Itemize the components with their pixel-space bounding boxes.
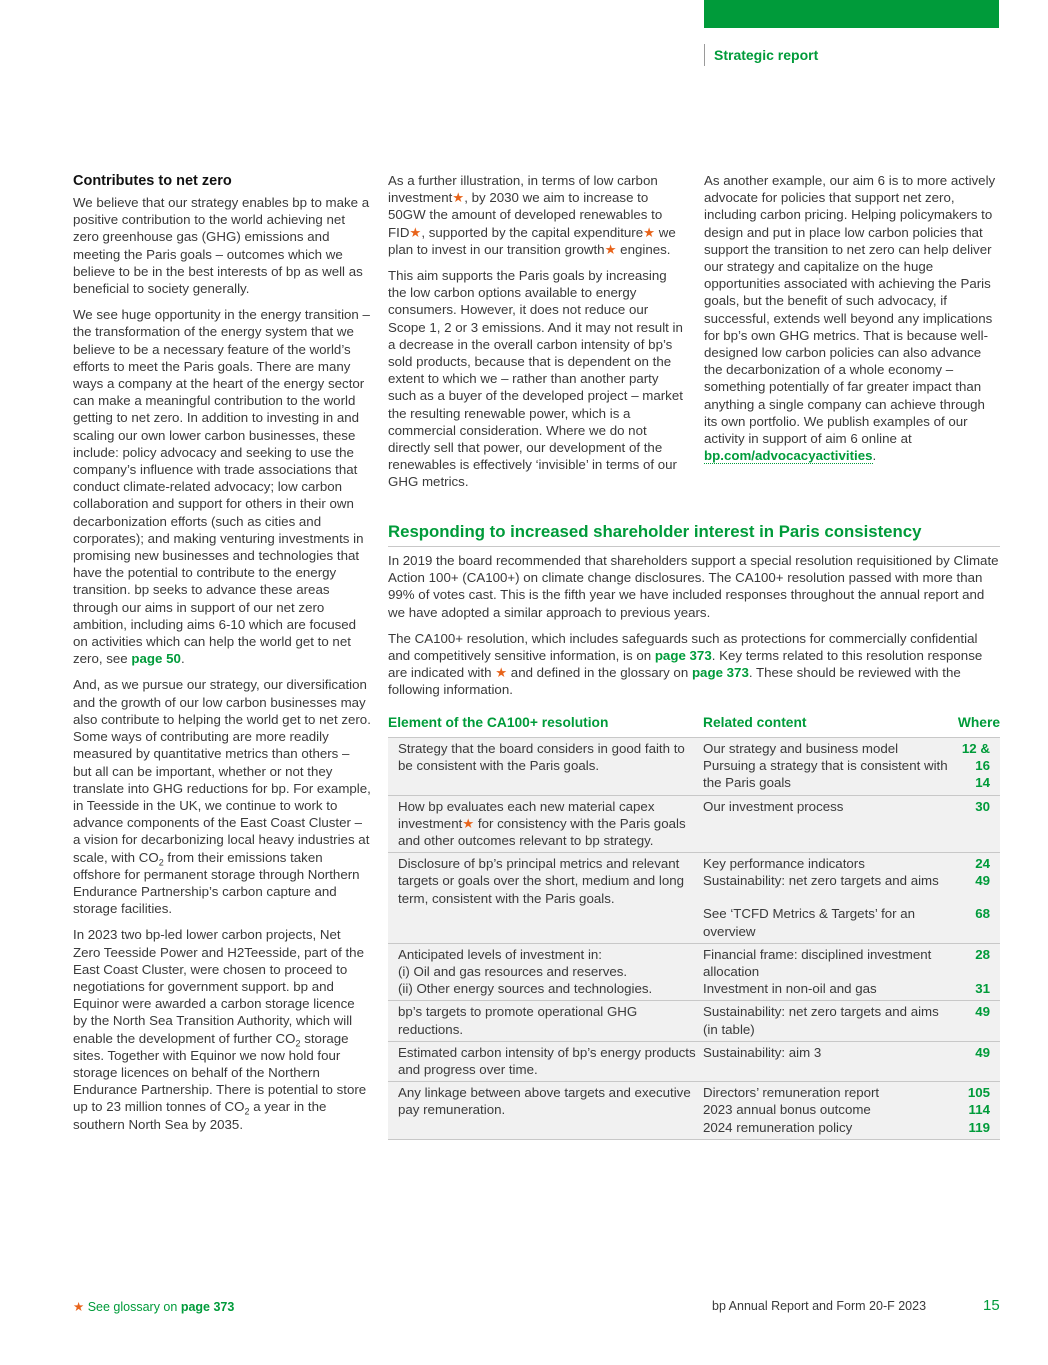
paragraph: In 2023 two bp-led lower carbon projects, Net Zero Teesside Power and H2Teesside, part of the East Coast Cluster, were chosen to proceed to negotiations for government support. bp and Equinor were awarded a carbon storage licence by the North Sea Transition Authority, which will enable the development of further $CO_2$ storage sites. Together with Equinor we now hold four storage licences on behalf of the Northern Endurance Partnership. There is potential to store up to 23 million tonnes of $CO_2$ a year in the southern North Sea by 2035. [73, 927, 367, 1132]
page-ref[interactable]: 24 [975, 856, 990, 872]
paragraph: This aim supports the Paris goals by increasing the low carbon options available to energy consumers. However, it does not reduce our Scope 1, 2 or 3 emissions. And it may not result in a decrease in the overall carbon intensity of bp’s sold products, because that is dependent on the extent to which we – rather than another party such as a buyer of the developed project – market the resulting renewable power, which is a commercial consideration. Where we do not directly sell that power, our development of the renewables is effectively ‘invisible’ in terms of our GHG metrics. [388, 268, 683, 490]
paragraph: As a further illustration, in terms of low carbon investment★, by 2030 we aim to increase to 50GW the amount of developed renewables to FID★, supported by the capital expenditure★ we plan to invest in our transition growth★ engines. [388, 173, 676, 257]
column-header: Element of the CA100+ resolution [388, 715, 609, 730]
where-cell [950, 1044, 1000, 1078]
page-link[interactable]: page 50 [131, 651, 181, 667]
page-ref[interactable]: 49 [975, 1004, 990, 1020]
page-link[interactable]: page 373 [691, 665, 749, 681]
where-cell [950, 855, 1000, 940]
glossary-star-icon: ★ [643, 224, 656, 240]
page-ref[interactable]: 49 [975, 1044, 990, 1060]
page-link[interactable]: page 373 [180, 1300, 235, 1314]
content-cell: Sustainability: net zero targets and aims (in table) [703, 1004, 939, 1037]
table-row [388, 1082, 1000, 1140]
page-link[interactable]: page 373 [654, 648, 712, 664]
ca100-table [388, 714, 1000, 1140]
column-3 [704, 172, 1000, 473]
page-ref[interactable]: 28 [975, 946, 990, 962]
glossary-star-icon: ★ [452, 190, 465, 206]
element-cell: Anticipated levels of investment in: (i) Oil and gas resources and reserves. (ii) Other energy sources and technologies. [398, 946, 653, 997]
table-header [388, 714, 1000, 738]
column-header: Where [957, 715, 1000, 730]
page-ref[interactable]: 12 & 16 [961, 741, 990, 774]
where-cell [950, 1084, 1000, 1136]
element-cell: Estimated carbon intensity of bp’s energy products and progress over time. [398, 1044, 696, 1078]
report-title: bp Annual Report and Form 20-F 2023 [712, 1299, 927, 1313]
page-ref[interactable]: 30 [975, 798, 990, 814]
content-cell: Financial frame: disciplined investment allocation Investment in non-oil and gas [703, 946, 932, 996]
glossary-star-icon: ★ [604, 241, 617, 257]
element-cell: How bp evaluates each new material capex investment★ for consistency with the Paris goals and other outcomes relevant to bp strategy. [398, 798, 686, 849]
where-cell [950, 740, 1000, 792]
where-cell [950, 946, 1000, 998]
where-cell [950, 798, 1000, 850]
glossary-star-icon: ★ [409, 224, 422, 240]
table-row [388, 944, 1000, 1002]
content-cell: Directors’ remuneration report 2023 annual bonus outcome 2024 remuneration policy [703, 1085, 880, 1135]
page-ref[interactable]: 68 [975, 906, 990, 922]
content-cell: Our investment process [703, 798, 844, 814]
page-ref[interactable]: 14 [975, 775, 990, 791]
section-heading: Responding to increased shareholder interest in Paris consistency [388, 521, 1000, 547]
page-ref[interactable]: 119 [968, 1119, 990, 1135]
content-cell: Key performance indicators Sustainability: net zero targets and aims See ‘TCFD Metrics & Targets’ for an overview [703, 856, 939, 939]
page-ref[interactable]: 105 [967, 1085, 990, 1101]
glossary-star-icon: ★ [73, 1300, 85, 1314]
table-row [388, 853, 1000, 944]
advocacy-link[interactable]: bp.com/advocacyactivities [704, 448, 873, 464]
element-cell: Disclosure of bp’s principal metrics and relevant targets or goals over the short, medium and long term, consistent with the Paris goals. [398, 856, 685, 906]
paragraph: We see huge opportunity in the energy transition – the transformation of the energy system that we believe to be a necessary feature of the world’s efforts to meet the Paris goals. There are many ways a company at the heart of the energy sector can make a meaningful contribution to the world getting to net zero. In addition to investing in and scaling our own lower carbon businesses, these include: policy advocacy and seeking to use the company’s influence with trade associations that conduct climate-related advocacy; low carbon collaboration and support for others in their own decarbonization efforts (such as cities and corporates); and making venturing investments in promising new businesses and technologies that have the potential to contribute to the energy transition. bp seeks to advance these areas through our aims in support of our net zero ambition, including aims 6-10 which are focused on activities which can help the world get to net zero, see page 50. [73, 307, 370, 667]
column-header: Related content [703, 715, 807, 730]
element-cell: Any linkage between above targets and executive pay remuneration. [398, 1085, 691, 1118]
column-2 [388, 172, 686, 500]
where-cell [950, 1003, 1000, 1037]
table-row [388, 796, 1000, 854]
section-label: Strategic report [704, 44, 818, 66]
page-ref[interactable]: 49 [975, 873, 990, 889]
paragraph: And, as we pursue our strategy, our diversification and the growth of our low carbon businesses may also contribute to helping the world get to net zero. Some ways of contributing are more readily measured by quantitative metrics than others – but all can be important, whether or not they translate into GHG reductions for bp. For example, in Teesside in the UK, we continue to work to advance components of the East Coast Cluster – a vision for decarbonizing local heavy industries at scale, with $CO_2$ from their emissions taken offshore for permanent storage through Northern Endurance Partnership’s carbon capture and storage facilities. [73, 677, 371, 917]
page-number: 15 [983, 1297, 1000, 1314]
section-intro [388, 552, 1000, 708]
header-green-bar [704, 0, 999, 28]
paragraph: The CA100+ resolution, which includes safeguards such as protections for commercially confidential and competitively sensitive information, is on page 373. Key terms related to this resolution response are indicated with ★ and defined in the glossary on page 373. These should be reviewed with the following information. [388, 630, 983, 698]
table-row [388, 1042, 1000, 1082]
element-cell: Strategy that the board considers in good faith to be consistent with the Paris goals. [398, 741, 685, 774]
element-cell: bp’s targets to promote operational GHG reductions. [398, 1004, 638, 1037]
content-cell: Sustainability: aim 3 [703, 1044, 822, 1060]
page-ref[interactable]: 114 [968, 1102, 990, 1118]
glossary-star-icon: ★ [495, 665, 508, 681]
table-row [388, 1001, 1000, 1041]
page-ref[interactable]: 31 [975, 980, 990, 996]
paragraph: In 2019 the board recommended that shareholders support a special resolution requisitioned by Climate Action 100+ (CA100+) on climate change disclosures. The CA100+ resolution passed with more than 99% of votes cast. This is the fifth year we have included responses throughout the annual report and we have adopted a similar approach to previous years. [388, 553, 999, 620]
paragraph: As another example, our aim 6 is to more actively advocate for policies that support net zero, including carbon pricing. Helping policymakers to design and put in place low carbon policies that support the transition to net zero can help deliver our strategy and capitalize on the huge opportunities associated with achieving the Paris goals, but the benefit of such advocacy, if successful, extends well beyond any implications for bp’s own GHG metrics. That is because well-designed low carbon policies can also advance the decarbonization of a whole economy – something potentially of far greater impact than anything a single company can achieve through its own portfolio. We publish examples of our activity in support of aim 6 online at bp.com/advocacyactivities. [704, 173, 996, 464]
paragraph: We believe that our strategy enables bp to make a positive contribution to the world achieving net zero greenhouse gas (GHG) emissions and meeting the Paris goals – outcomes which we believe to be in the best interests of bp as well as beneficial to society generally. [73, 195, 370, 297]
column-1 [73, 172, 371, 1142]
glossary-star-icon: ★ [462, 815, 475, 831]
footer-glossary-note: ★ See glossary on page 373 [73, 1300, 235, 1314]
content-cell: Our strategy and business model Pursuing a strategy that is consistent with the Paris goals [703, 741, 948, 791]
table-row [388, 738, 1000, 796]
heading-net-zero: Contributes to net zero [73, 173, 232, 189]
